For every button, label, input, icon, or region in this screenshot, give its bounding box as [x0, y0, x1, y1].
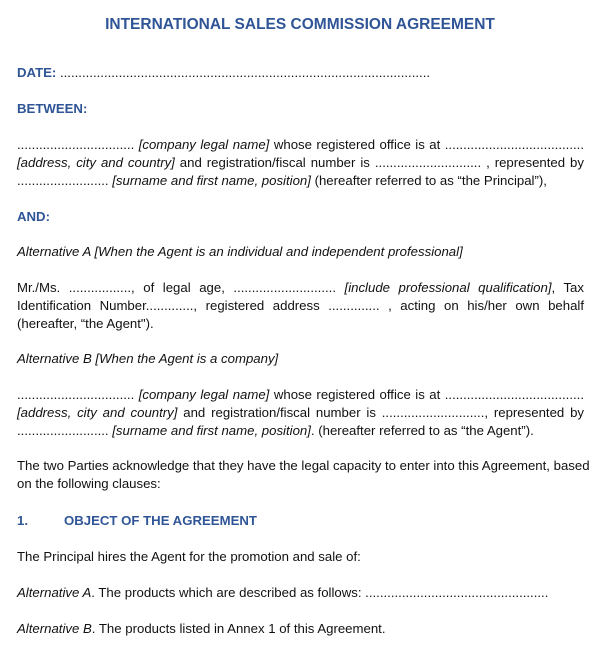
alternative-a-products [17, 585, 548, 601]
principal-line-1 [17, 137, 584, 153]
alternative-b-products [17, 621, 386, 637]
alternative-b-products-text: . The products listed in Annex 1 of this Agreement. [91, 621, 386, 636]
alternative-a-heading [17, 244, 463, 260]
section-1-number: 1. [17, 513, 28, 528]
date-line [17, 65, 430, 81]
address-field: [address, city and country] [17, 155, 175, 170]
agent-b-line-1 [17, 387, 584, 403]
representative-blank: ......................... [17, 173, 113, 188]
agent-a-tax-text: , Tax [551, 280, 584, 295]
principal-registration-text: and registration/fiscal number is ............................. , represented by [174, 155, 584, 170]
agent-representative-field: [surname and first name, position] [112, 423, 311, 438]
alternative-b-heading [17, 351, 278, 367]
date-blank: ..................................................................................................... [56, 65, 431, 80]
qualification-field: [include professional qualification] [344, 280, 552, 295]
alternative-a-products-text: . The products which are described as follows: .................................................. [91, 585, 549, 600]
hires-line: The Principal hires the Agent for the promotion and sale of: [17, 549, 361, 564]
alternative-a-products-label: Alternative A [17, 585, 92, 600]
agent-a-name-text: Mr./Ms. ................., of legal age, ............................ [17, 280, 345, 295]
document-title: INTERNATIONAL SALES COMMISSION AGREEMENT [105, 16, 495, 33]
agent-b-name-blank: ................................ [17, 387, 139, 402]
agent-company-name-field: [company legal name] [138, 387, 270, 402]
agent-b-line-2 [17, 405, 584, 421]
agent-a-line-3: (hereafter, “the Agent"). [17, 316, 154, 331]
between-label: BETWEEN: [17, 101, 88, 116]
agent-representative-blank: ......................... [17, 423, 113, 438]
agent-b-hereafter-text: . (hereafter referred to as “the Agent”). [310, 423, 534, 438]
section-1-title: OBJECT OF THE AGREEMENT [64, 513, 257, 528]
principal-line-2 [17, 155, 584, 171]
date-label: DATE: [17, 65, 57, 80]
parties-line-1: The two Parties acknowledge that they have the legal capacity to enter into this Agreement, based [17, 458, 590, 473]
parties-line-2: on the following clauses: [17, 476, 161, 491]
alternative-a-heading-text: Alternative A [When the Agent is an individual and independent professional] [17, 244, 463, 259]
and-label: AND: [17, 209, 50, 224]
agent-a-line-1 [17, 280, 584, 296]
principal-name-blank: ................................ [17, 137, 139, 152]
agent-address-field: [address, city and country] [17, 405, 178, 420]
principal-office-text: whose registered office is at ...................................... [269, 137, 584, 152]
principal-hereafter-text: (hereafter referred to as “the Principal”), [310, 173, 547, 188]
alternative-b-heading-text: Alternative B [When the Agent is a company] [17, 351, 279, 366]
alternative-b-products-label: Alternative B [17, 621, 92, 636]
agent-b-line-3 [17, 423, 534, 439]
agent-b-registration-text: and registration/fiscal number is ............................, represented by [177, 405, 584, 420]
agent-b-office-text: whose registered office is at ...................................... [269, 387, 584, 402]
company-name-field: [company legal name] [138, 137, 270, 152]
representative-field: [surname and first name, position] [112, 173, 311, 188]
principal-line-3 [17, 173, 547, 189]
agent-a-line-2: Identification Number............., registered address .............. , acting on his/her own behalf [17, 298, 584, 313]
